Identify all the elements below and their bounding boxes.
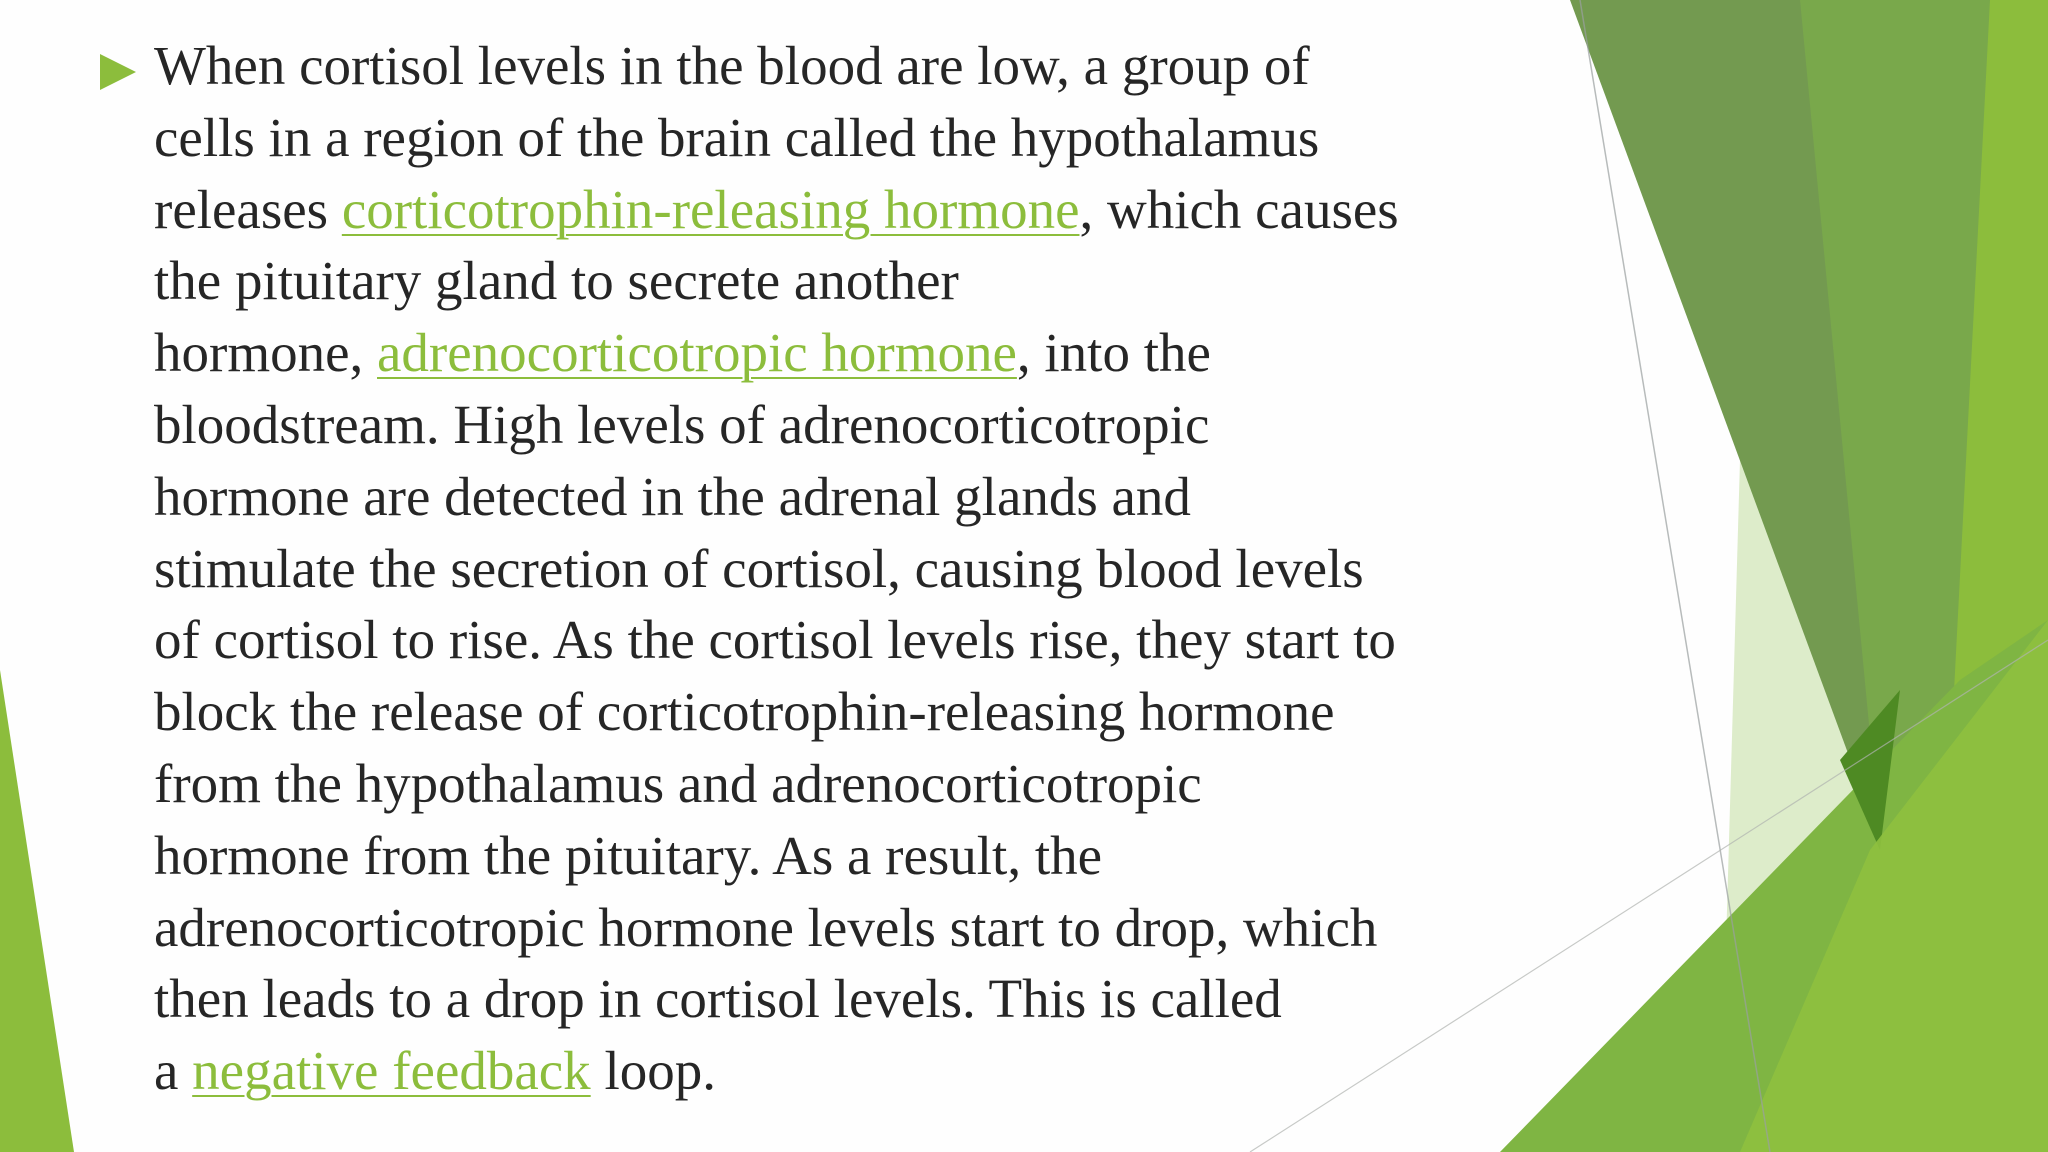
text-line: adrenocorticotropic hormone levels start to drop, which <box>154 896 1378 958</box>
text-line: releases corticotrophin-releasing hormone, which causes <box>154 178 1399 240</box>
triangle-right-icon <box>100 54 136 90</box>
text-line: then leads to a drop in cortisol levels. This is called <box>154 968 1282 1030</box>
text-line: When cortisol levels in the blood are low, a group of <box>154 35 1310 96</box>
text-line: hormone from the pituitary. As a result, the <box>154 824 1103 886</box>
text-line: a negative feedback loop. <box>154 1040 716 1102</box>
bullet-paragraph <box>154 30 1534 1107</box>
text-line: from the hypothalamus and adrenocorticotropic <box>154 752 1202 814</box>
left-green-sliver <box>0 670 74 1152</box>
link-corticotrophin-releasing-hormone[interactable]: corticotrophin-releasing hormone <box>341 178 1080 240</box>
link-adrenocorticotropic-hormone[interactable]: adrenocorticotropic hormone <box>377 322 1017 384</box>
text-line: cells in a region of the brain called the hypothalamus <box>154 106 1320 168</box>
text-line: the pituitary gland to secrete another <box>154 250 959 312</box>
link-negative-feedback[interactable]: negative feedback <box>192 1040 591 1102</box>
text-line: hormone, adrenocorticotropic hormone, into the <box>154 322 1211 384</box>
text-line: stimulate the secretion of cortisol, causing blood levels <box>154 537 1364 599</box>
text-line: block the release of corticotrophin-releasing hormone <box>154 681 1335 743</box>
text-line: hormone are detected in the adrenal glands and <box>154 465 1191 527</box>
text-line: bloodstream. High levels of adrenocorticotropic <box>154 393 1210 455</box>
text-line: of cortisol to rise. As the cortisol levels rise, they start to <box>154 609 1396 671</box>
